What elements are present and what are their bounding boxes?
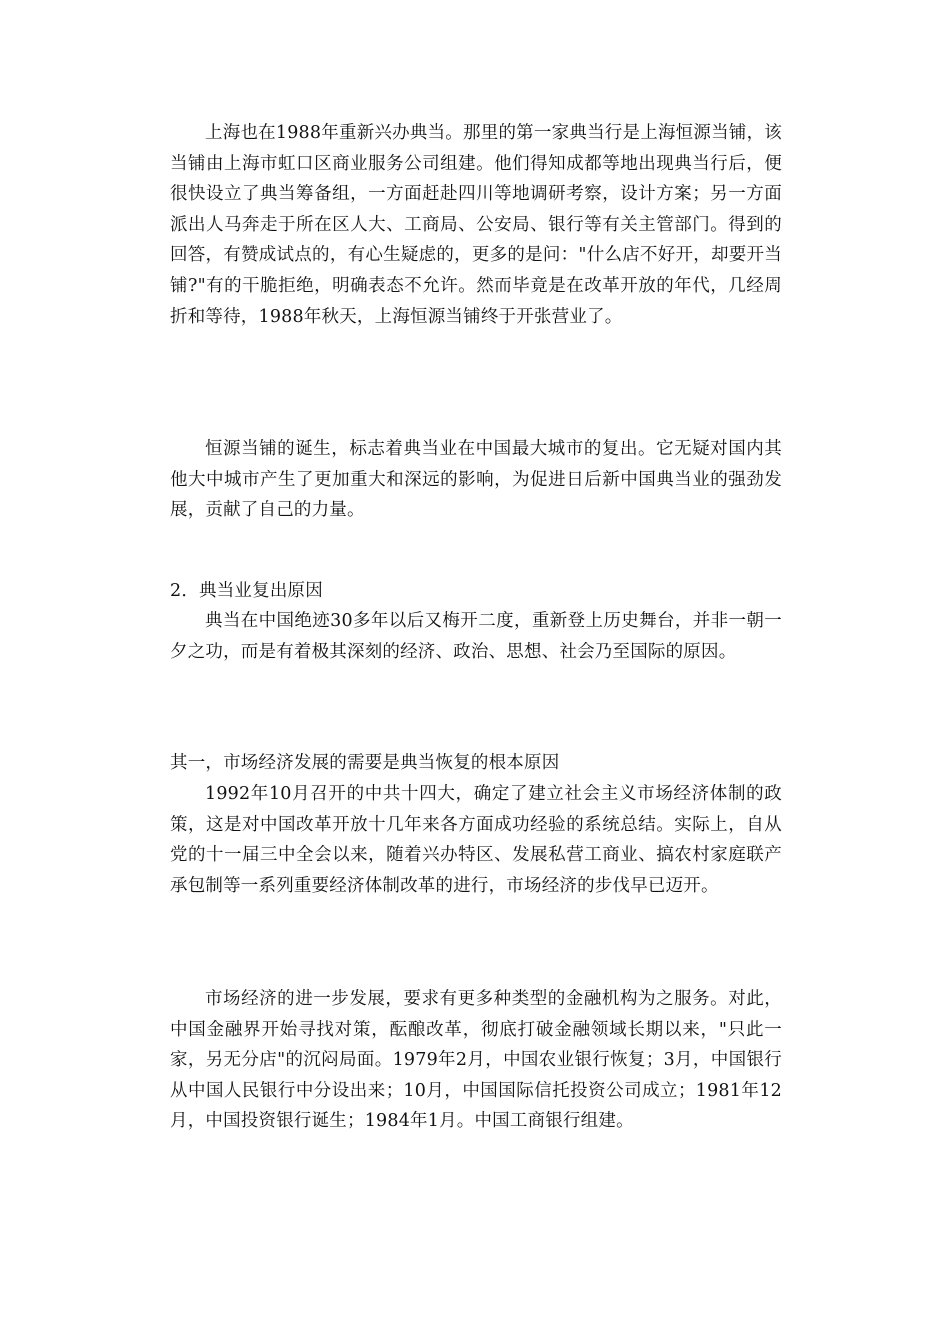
section-heading-revival-reasons [170,576,782,607]
section-heading: 2．典当业复出原因 [170,581,323,601]
paragraph-revival-intro [170,606,782,667]
subheading-market-economy [170,748,782,779]
paragraph-hengyuan-significance [170,434,782,526]
paragraph-text: 恒源当铺的诞生，标志着典当业在中国最大城市的复出。它无疑对国内其他大中城市产生了更加重大和深远的影响，为促进日后新中国典当业的强劲发展，贡献了自己的力量。 [170,439,782,521]
paragraph-text: 市场经济的进一步发展，要求有更多种类型的金融机构为之服务。对此，中国金融界开始寻找对策，酝酿改革，彻底打破金融领域长期以来，"只此一家，另无分店"的沉闷局面。1979年2月，中国农业银行恢复；3月，中国银行从中国人民银行中分设出来；10月，中国国际信托投资公司成立；1981年12月，中国投资银行诞生；1984年1月。中国工商银行组建。 [170,989,782,1132]
paragraph-shanghai-hengyuan [170,118,782,332]
sub-heading: 其一，市场经济发展的需要是典当恢复的根本原因 [170,753,560,773]
paragraph-text: 典当在中国绝迹30多年以后又梅开二度，重新登上历史舞台，并非一朝一夕之功，而是有着极其深刻的经济、政治、思想、社会乃至国际的原因。 [170,611,782,662]
paragraph-fourteenth-congress [170,779,782,901]
paragraph-financial-institutions [170,984,782,1137]
paragraph-text: 上海也在1988年重新兴办典当。那里的第一家典当行是上海恒源当铺，该当铺由上海市虹口区商业服务公司组建。他们得知成都等地出现典当行后，便很快设立了典当筹备组，一方面赶赴四川等地调研考察，设计方案；另一方面派出人马奔走于所在区人大、工商局、公安局、银行等有关主管部门。得到的回答，有赞成试点的，有心生疑虑的，更多的是问："什么店不好开，却要开当铺?"有的干脆拒绝，明确表态不允许。然而毕竟是在改革开放的年代，几经周折和等待，1988年秋天，上海恒源当铺终于开张营业了。 [170,123,782,327]
paragraph-text: 1992年10月召开的中共十四大，确定了建立社会主义市场经济体制的政策，这是对中国改革开放十几年来各方面成功经验的系统总结。实际上，自从党的十一届三中全会以来，随着兴办特区、发展私营工商业、搞农村家庭联产承包制等一系列重要经济体制改革的进行，市场经济的步伐早已迈开。 [170,784,782,896]
